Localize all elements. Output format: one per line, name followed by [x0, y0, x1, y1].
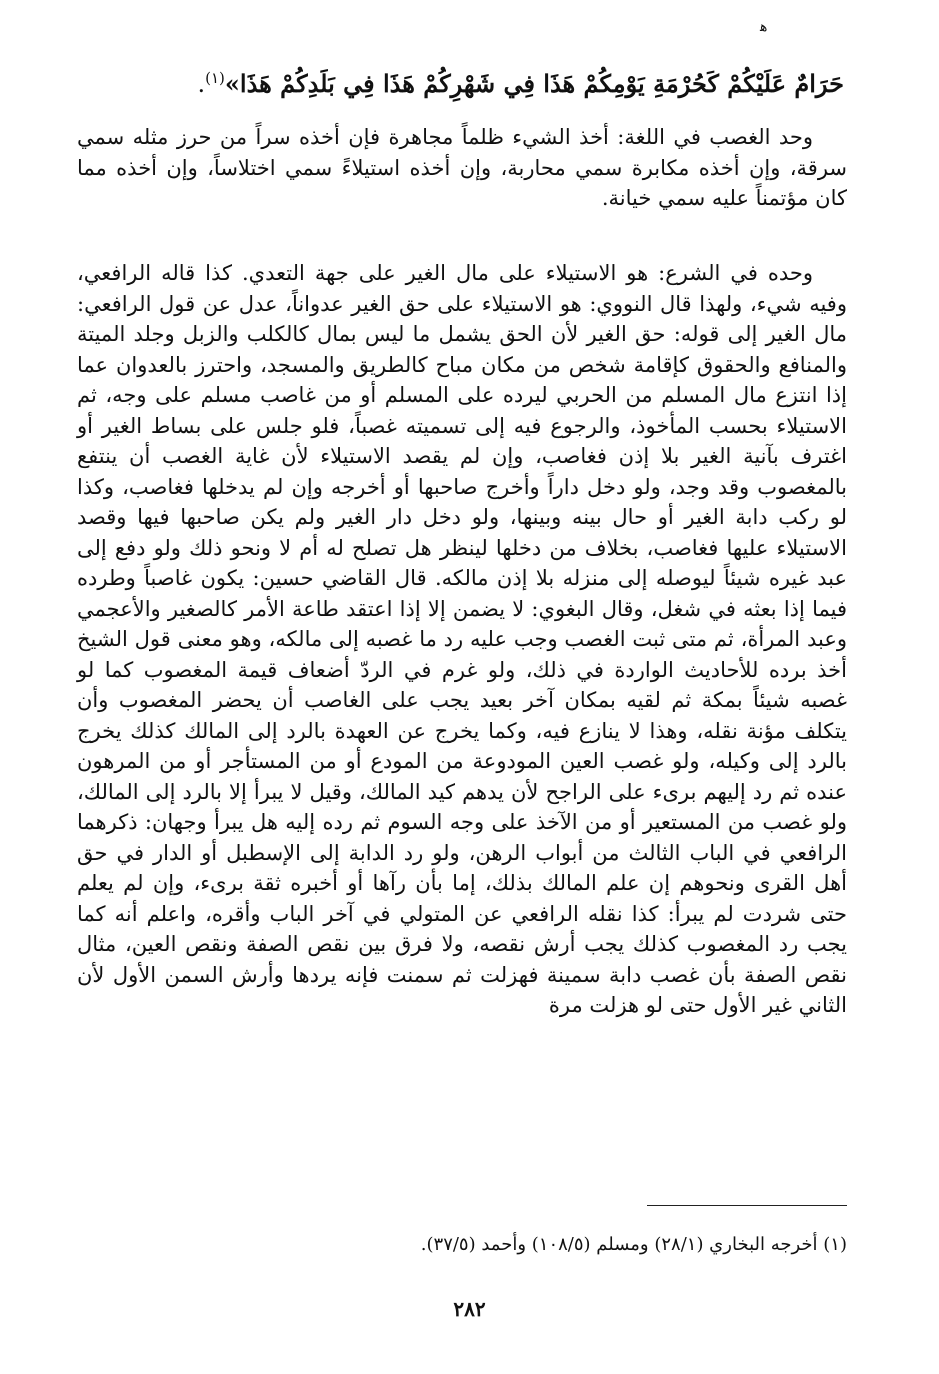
- footnote: (١) أخرجه البخاري (٢٨/١) ومسلم (١٠٨/٥) وأحمد (٣٧/٥).: [420, 1234, 847, 1255]
- verse-end-punctuation: .: [197, 70, 206, 98]
- paragraph-legal-definition: وحده في الشرع: هو الاستيلاء على مال الغير على جهة التعدي. كذا قاله الرافعي، وفيه شيء، ولهذا قال النووي: هو الاستيلاء على حق الغير عدواناً، عدل عن قول الرافعي: مال الغير إلى قوله: حق الغير لأن الحق يشمل ما ليس بمال كالكلب والزبل وجلد الميتة والمنافع والحقوق كإقامة شخص من مكان مباح كالطريق والمسجد، واحترز بالعدوان عما إذا انتزع مال المسلم من الحربي ليرده على المسلم أو من غاصب مسلم على وجه، ثم الاستيلاء بحسب المأخوذ، والرجوع فيه إلى تسميته غصباً، فلو جلس على بساط الغير أو اغترف بآنية الغير بلا إذن فغاصب، وإن لم يقصد الاستيلاء لأن غاية الغصب أن ينتفع بالمغصوب وقد وجد، ولو دخل داراً وأخرج صاحبها أو أخرجه وإن لم يدخلها فغاصب، وكذا لو ركب دابة الغير أو حال بينه وبينها، ولو دخل دار الغير ولم يكن صاحبها فيها وقصد الاستيلاء عليها فغاصب، بخلاف من دخلها لينظر هل تصلح له أم لا ونحو ذلك ولو دفع إلى عبد غيره شيئاً ليوصله إلى منزله بلا إذن مالكه. قال القاضي حسين: يكون غاصباً وطرده فيما إذا بعثه في شغل، وقال البغوي: لا يضمن إلا إذا اعتقد طاعة الأمر كالصغير والأعجمي وعبد المرأة، ثم متى ثبت الغصب وجب عليه رد ما غصبه إلى مالكه، وهو معنى قول الشيخ أخذ برده للأحاديث الواردة في ذلك، ولو غرم في الردّ أضعاف قيمة المغصوب كما لو غصبه شيئاً بمكة ثم لقيه بمكان آخر بعيد يجب على الغاصب أن يحضر المغصوب وأن يتكلف مؤنة نقله، وهذا لا ينازع فيه، وكما يخرج عن العهدة بالرد إلى المالك كذلك يخرج بالرد إلى وكيله، ولو غصب العين المودوعة من المودع أو من المستأجر أو من المرهون عنده ثم رد إليهم برىء على الراجح لأن يدهم كيد المالك، وقيل لا يبرأ إلا بالرد إلى المالك، ولو غصب من المستعير أو من الآخذ على وجه السوم ثم رده إليه هل يبرأ وجهان: ذكرهما الرافعي في الباب الثالث من أبواب الرهن، ولو رد الدابة إلى الإسطبل أو الدار في حق أهل القرى ونحوهم إن علم المالك بذلك، إما بأن رآها أو أخبره ثقة برىء، وإن لم يعلم حتى شردت لم يبرأ: كذا نقله الرافعي عن المتولي في آخر الباب وأقره، واعلم أنه كما يجب رد المغصوب كذلك يجب أرش نقصه، ولا فرق بين نقص الصفة ونقص العين، مثال نقص الصفة بأن غصب دابة سمينة فهزلت ثم سمنت فإنه يردها وأرش السمن الأول لأن الثاني غير الأول حتى لو هزلت مرة: [77, 261, 847, 1017]
- top-mark: ﻫ: [760, 19, 768, 35]
- paragraph-linguistic-definition: وحد الغصب في اللغة: أخذ الشيء ظلماً مجاهرة فإن أخذه سراً من حرز مثله سمي سرقة، وإن أخذه مكابرة سمي محاربة، وإن أخذه استيلاءً سمي اختلاساً، وإن أخذه مما كان مؤتمناً عليه سمي خيانة.: [77, 125, 847, 210]
- footnote-separator: [647, 1205, 847, 1206]
- page-number: ٢٨٢: [453, 1297, 486, 1321]
- hadith-verse-text: حَرَامٌ عَلَيْكُمْ كَحُرْمَةِ يَوْمِكُمْ هَذَا فِي شَهْرِكُمْ هَذَا فِي بَلَدِكُمْ هَذَا»: [224, 69, 844, 98]
- hadith-verse-line: [84, 56, 844, 106]
- footnote-reference: (١): [205, 69, 225, 87]
